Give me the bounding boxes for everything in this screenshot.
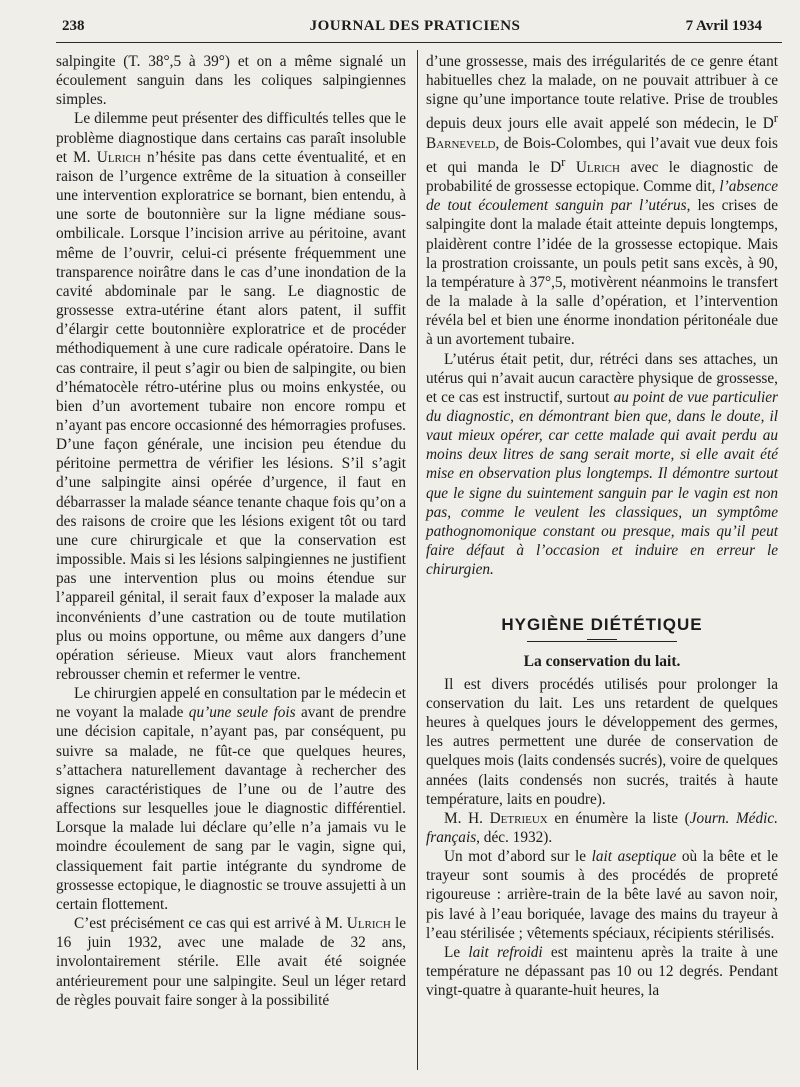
paragraph: C’est précisément ce cas qui est arrivé à M. Ulrich le 16 juin 1932, avec une malade de 32 ans, involontairement stérile. Elle avait été soignée antérieurement pour une salpingite. Seul un léger retard de règles pouvait faire songer à la possibilité bbox=[56, 915, 406, 1009]
paragraph: Un mot d’abord sur le lait aseptique où la bête et le trayeur sont soumis à des procédés de propreté rigoureuse : arrière-train de la bête lavé au savon noir, pis lavé à l’eau boriquée, lavage des mains du trayeur à l’eau stérilisée ; vêtements spéciaux, récipients stérilisés. bbox=[426, 848, 779, 942]
paragraph: Le lait refroidi est maintenu après la traite à une température ne dépassant pas 10 ou 12 degrés. Pendant vingt-quatre à quarante-huit heures, la bbox=[426, 943, 778, 1000]
right-column bbox=[426, 52, 778, 1000]
header-rule bbox=[56, 42, 782, 43]
emphasis: l’absence de tout écoulement sanguin par l’utérus bbox=[426, 178, 778, 215]
journal-title: JOURNAL DES PRATICIENS bbox=[309, 18, 521, 34]
paragraph: Le dilemme peut présenter des difficultés telles que le problème diagnostique dans certains cas paraît insoluble et M. Ulrich n’hésite pas dans cette éventualité, et en raison de l’urgence extrême de la situation à conseiller une intervention exploratrice se bornant, bien entendu, à une sorte de boutonnière sur la ligne médiane sous-ombilicale. Lorsque l’incision arrive au péritoine, avant même de l’ouvrir, celui-ci présente fréquemment une transparence noirâtre dans le cas d’une inondation de la cavité abdominale par le sang. Le diagnostic de grossesse extra-utérine étant alors patent, il suffit d’élargir cette boutonnière exploratrice et de procéder méthodiquement à une cure radicale opératoire. Dans le cas contraire, il peut s’agir ou bien de salpingite, ou bien d’hématocèle rétro-utérine plus ou moins enkystée, ou bien d’un avortement tubaire non encore rompu et n’ayant pas encore occasionné des hémorragies profuses. D’une façon générale, une incision peu étendue du péritoine permettra de vérifier les lésions. S’il s’agit d’une salpingite ainsi opérée d’urgence, il faut en débarrasser la malade séance tenante chaque fois qu’on a des raisons de croire que les lésions exigent tôt ou tard une cure chirurgicale et que la conservation est impossible. Mais si les lésions salpingiennes ne justifient pas une intervention plus ou moins étendue sur l’appareil génital, il serait faux d’exposer la malade aux inconvénients d’une castration ou de toute mutilation plus ou moins opportune, ou même aux dangers d’une opération sérieuse. Mieux vaut alors franchement rebrousser chemin et refermer le ventre. bbox=[56, 110, 406, 683]
emphasis: lait aseptique bbox=[591, 848, 677, 866]
emphasis: au point de vue particulier du diagnostic, en démontrant bien que, dans le doute, il vaut mieux opérer, car cette malade qui avait perdu au moins deux litres de sang serait morte, si elle avait été mise en observation plus longtemps. Il démontre surtout que le signe du suintement sanguin par le vagin est non pas, comme le veulent les classiques, un symptôme pathognomonique constant ou presque, mais qu’il peut faire défaut à l’occasion et induire en erreur le chirurgien. bbox=[426, 388, 779, 579]
paragraph: L’utérus était petit, dur, rétréci dans ses attaches, un utérus qui n’avait aucun caractère physique de grossesse, et ce cas est instructif, surtout au point de vue particulier du diagnostic, en démontrant bien que, dans le doute, il vaut mieux opérer, car cette malade qui avait perdu au moins deux litres de sang serait morte, si elle avait été mise en observation plus longtemps. Il démontre surtout que le signe du suintement sanguin par le vagin est non pas, comme le veulent les classiques, un symptôme pathognomonique constant ou presque, mais qu’il peut faire défaut à l’occasion et induire en erreur le chirurgien. bbox=[426, 350, 779, 579]
author-name: Detrieux bbox=[489, 809, 548, 827]
section-rule bbox=[527, 641, 677, 642]
citation: Journ. Médic. français bbox=[426, 809, 778, 846]
paragraph: M. H. Detrieux en énumère la liste (Journ. Médic. français, déc. 1932). bbox=[426, 809, 778, 846]
page-number: 238 bbox=[62, 18, 85, 34]
paragraph: d’une grossesse, mais des irrégularités de ce genre étant habituelles chez la malade, on ne pouvait attribuer à ce signe qu’une importance toute relative. Prise de troubles depuis deux jours elle avait appelé son médecin, le $D^r$ Barneveld, de Bois-Colombes, qui l’avait vue deux fois et qui manda le $D^r$ Ulrich avec le diagnostic de probabilité de grossesse ectopique. Comme dit, l’absence de tout écoulement sanguin par l’utérus, les crises de salpingite dont la malade était atteinte depuis longtemps, plaidèrent contre l’idée de la grossesse ectopique. Mais la prostration croissante, un pouls petit sans excès, à 90, la température à 37°,5, motivèrent néanmoins le transfert de la malade à la salle d’opération, et l’intervention révéla bel et bien une énorme inondation péritonéale due à un avortement tubaire. bbox=[426, 53, 779, 349]
paragraph: Le chirurgien appelé en consultation par le médecin et ne voyant la malade qu’une seule fois avant de prendre une décision capitale, n’ayant pas, par conséquent, pu suivre sa malade, ne fût-ce que quelques heures, s’attachera naturellement davantage à rechercher des signes caractéristiques de l’une ou de l’autre des affections sur lesquelles joue le diagnostic différentiel. Lorsque la malade lui déclare qu’elle n’a jamais vu le moindre écoulement de sang par le vagin, signe qui, classiquement fait partie intégrante du syndrome de grossesse ectopique, le diagnostic se trouve assujetti à un certain flottement. bbox=[56, 685, 406, 913]
left-column bbox=[56, 52, 406, 1010]
doctor-name: Ulrich bbox=[575, 158, 620, 176]
column-divider bbox=[417, 50, 418, 1070]
author-name: Ulrich bbox=[346, 915, 391, 933]
paragraph: salpingite (T. 38°,5 à 39°) et on a même signalé un écoulement sanguin dans les coliques salpingiennes simples. bbox=[56, 53, 406, 109]
article-title: La conservation du lait. bbox=[523, 652, 681, 670]
page-header bbox=[48, 14, 782, 40]
section-title: HYGIÈNE DIÉTÉTIQUE bbox=[501, 615, 703, 635]
issue-date: 7 Avril 1934 bbox=[685, 18, 762, 34]
emphasis: lait refroidi bbox=[468, 943, 543, 961]
doctor-name: Barneveld bbox=[426, 134, 496, 152]
emphasis: qu’une seule fois bbox=[188, 704, 296, 722]
author-name: Ulrich bbox=[96, 148, 141, 166]
paragraph: Il est divers procédés utilisés pour prolonger la conservation du lait. Les uns retardent de quelques heures à quelques jours le développement des germes, les autres permettent une durée de conservation de quelques mois (laits condensés sucrés), voire de quelques années (laits condensés non sucrés, traités à haute température, laits en poudre). bbox=[426, 675, 778, 808]
